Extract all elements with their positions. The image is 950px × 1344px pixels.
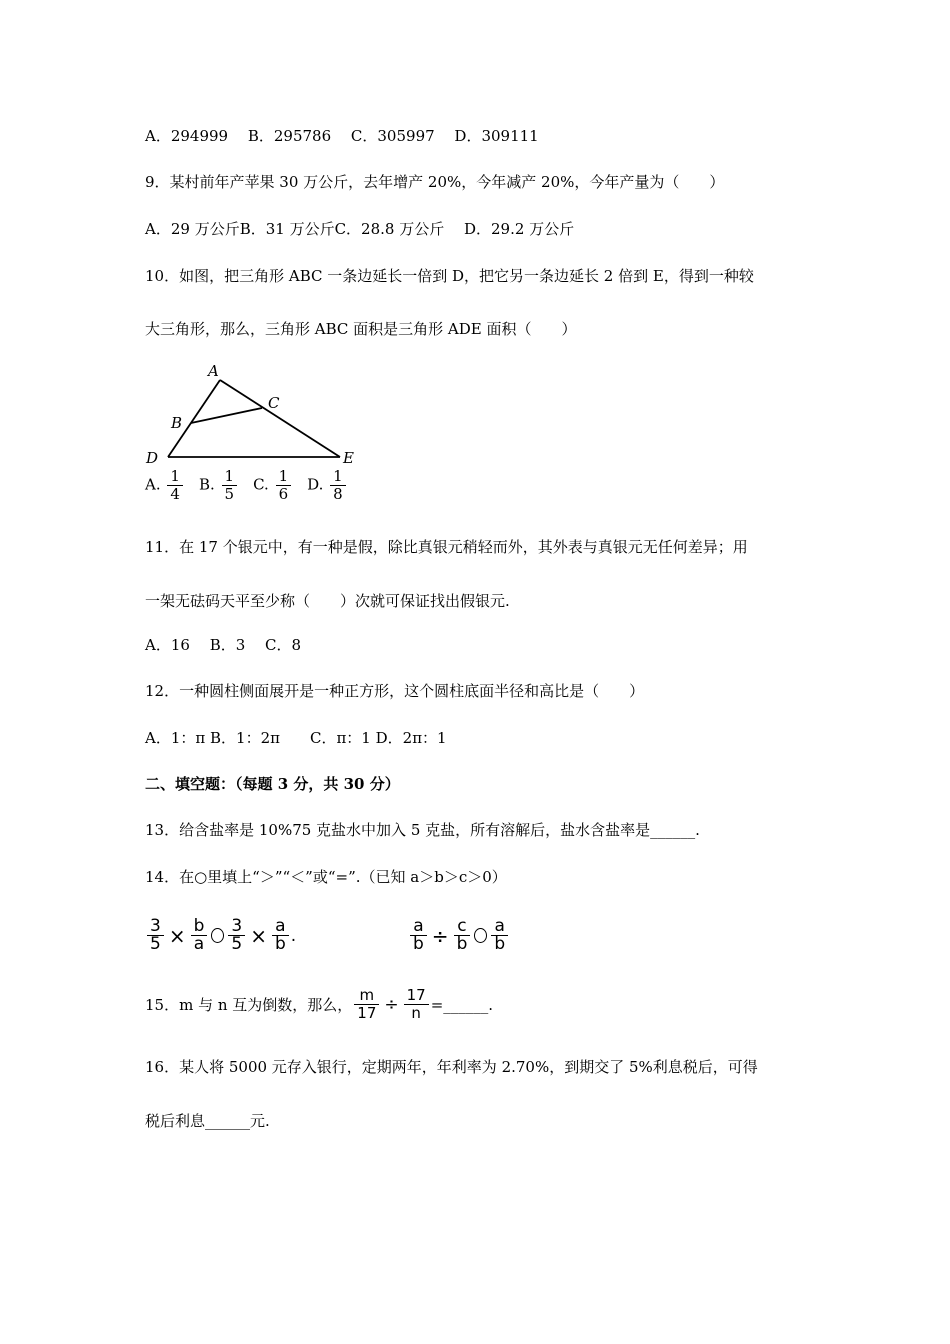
segment-b-c: [191, 408, 262, 423]
q12-stem: 12．一种圆柱侧面展开是一种正方形，这个圆柱底面半径和高比是（ ）: [145, 682, 645, 700]
q10-option-d: D. $\frac{1}{8}$: [307, 468, 348, 503]
q14-stem: 14．在○里填上“＞”“＜”或“=”.（已知 a＞b＞c＞0）: [145, 868, 507, 886]
q11-stem-line2: 一架无砝码天平至少称（ ）次就可保证找出假银元.: [145, 592, 510, 610]
q8-options: A．294999 B．295786 C．305997 D．309111: [145, 127, 539, 145]
section2-heading: 二、填空题：（每题 3 分，共 30 分）: [145, 775, 400, 793]
q10-options: [145, 468, 348, 503]
q12-options: A．1：π B．1：2π C．π：1 D．2π：1: [145, 729, 447, 747]
compare-circle-2[interactable]: [474, 928, 487, 943]
q10-stem-line1: 10．如图，把三角形 ABC 一条边延长一倍到 D，把它另一条边延长 2 倍到 E，得到一种较: [145, 267, 754, 285]
q16-stem-line2: 税后利息______元.: [145, 1112, 270, 1130]
label-a: A: [208, 362, 219, 380]
label-d: D: [146, 449, 159, 467]
q10-stem-line2: 大三角形，那么，三角形 ABC 面积是三角形 ADE 面积（ ）: [145, 320, 577, 338]
label-e: E: [343, 449, 354, 467]
label-b: B: [171, 414, 183, 432]
label-c: C: [268, 394, 280, 412]
q10-option-b: B. $\frac{1}{5}$: [199, 468, 239, 503]
q14-expression-2: $\frac{a}{b}$ ÷ $\frac{c}{b}$ $\frac{a}{b}$: [408, 918, 510, 953]
compare-circle-1[interactable]: [211, 928, 224, 943]
q10-option-a: A. $\frac{1}{4}$: [145, 468, 185, 503]
q10-option-c: C. $\frac{1}{6}$: [253, 468, 293, 503]
segment-a-e: [220, 380, 340, 457]
q15: 15．m 与 n 互为倒数，那么， $\frac{m}{17}$ ÷ $\frac{17}{n}$ =______.: [145, 986, 494, 1022]
q9-stem: 9．某村前年产苹果 30 万公斤，去年增产 20%，今年减产 20%，今年产量为（ ）: [145, 173, 725, 191]
q16-stem-line1: 16．某人将 5000 元存入银行，定期两年，年利率为 2.70%，到期交了 5%利息税后，可得: [145, 1058, 758, 1076]
q11-options: A．16 B．3 C．8: [145, 636, 302, 654]
q13: 13．给含盐率是 10%75 克盐水中加入 5 克盐，所有溶解后，盐水含盐率是______.: [145, 821, 700, 839]
triangle-figure: [140, 360, 370, 470]
q11-stem-line1: 11．在 17 个银元中，有一种是假，除比真银元稍轻而外，其外表与真银元无任何差异；用: [145, 538, 748, 556]
q9-options: A．29 万公斤B．31 万公斤C．28.8 万公斤 D．29.2 万公斤: [145, 220, 575, 238]
q14-expression-1: $\frac{3}{5}$ × $\frac{b}{a}$ $\frac{3}{5}$ × $\frac{a}{b}$ .: [145, 918, 296, 953]
